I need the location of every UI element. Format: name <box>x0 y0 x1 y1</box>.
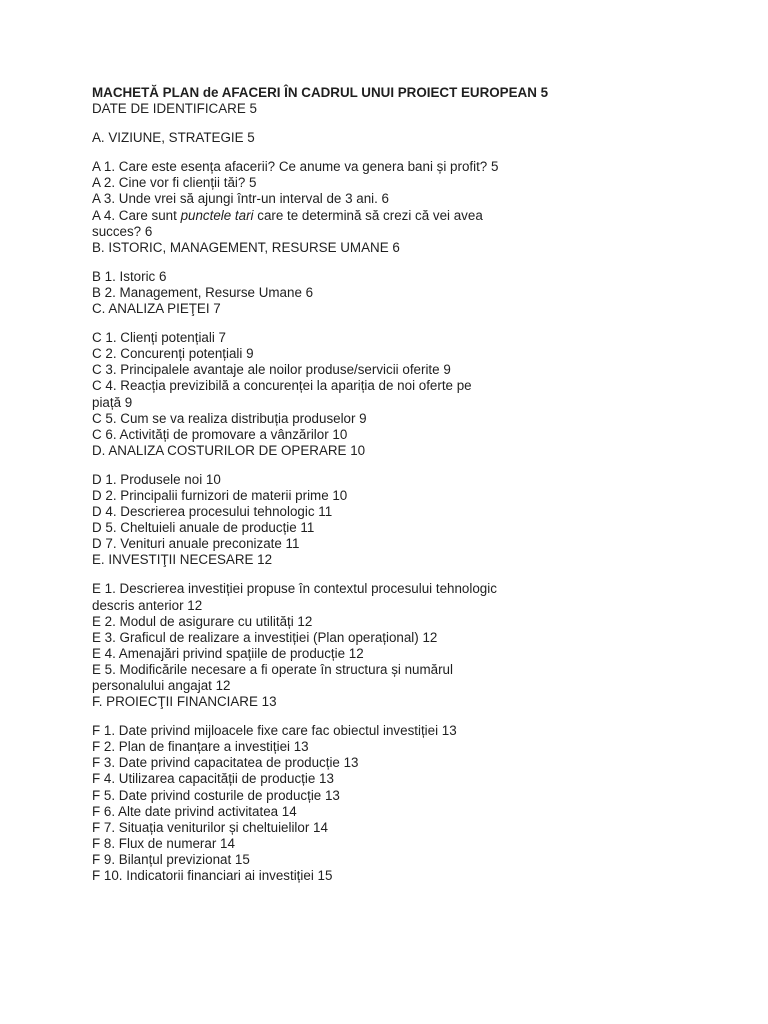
document-page <box>92 85 732 884</box>
toc-item-e1: E 1. Descrierea investiției propuse în contextul procesului tehnologic <box>92 581 497 597</box>
toc-item-a4-post: care te determină să crezi că vei avea <box>253 207 483 223</box>
toc-item-c3: C 3. Principalele avantaje ale noilor produse/servicii oferite 9 <box>92 362 451 378</box>
toc-section-c-heading: C. ANALIZA PIEŢEI 7 <box>92 301 221 317</box>
toc-item-a4 <box>92 208 732 224</box>
toc-item-a4-emphasis: punctele tari <box>180 207 254 223</box>
toc-item-f2: F 2. Plan de finanțare a investiției 13 <box>92 739 309 755</box>
toc-item-f7: F 7. Situația veniturilor și cheltuielilor 14 <box>92 819 328 835</box>
toc-item-e5: E 5. Modificările necesare a fi operate în structura și numărul <box>92 661 453 677</box>
toc-item-e5-continuation: personalului angajat 12 <box>92 678 231 693</box>
toc-item-e4: E 4. Amenajări privind spațiile de producție 12 <box>92 645 364 661</box>
toc-item-f3: F 3. Date privind capacitatea de producție 13 <box>92 755 359 771</box>
toc-item-c6: C 6. Activități de promovare a vânzărilor 10 <box>92 426 348 442</box>
toc-item-b1: B 1. Istoric 6 <box>92 268 167 284</box>
toc-item-b2: B 2. Management, Resurse Umane 6 <box>92 284 314 300</box>
toc-item-c2: C 2. Concurenți potențiali 9 <box>92 346 254 362</box>
toc-section-a-heading: A. VIZIUNE, STRATEGIE 5 <box>92 130 255 146</box>
toc-item-c5: C 5. Cum se va realiza distribuția produselor 9 <box>92 410 367 426</box>
toc-item-f8: F 8. Flux de numerar 14 <box>92 835 235 851</box>
toc-item-f6: F 6. Alte date privind activitatea 14 <box>92 803 297 819</box>
toc-item-a4-pre: A 4. Care sunt <box>92 207 181 223</box>
toc-item-a3: A 3. Unde vrei să ajungi într-un interval de 3 ani. 6 <box>92 191 389 207</box>
toc-item-d1: D 1. Produsele noi 10 <box>92 471 221 487</box>
toc-item-a4-continuation: succes? 6 <box>92 223 153 239</box>
toc-item-f1: F 1. Date privind mijloacele fixe care fac obiectul investiției 13 <box>92 723 457 739</box>
toc-item-c4: C 4. Reacția previzibilă a concurenței la apariția de noi oferte pe <box>92 378 472 394</box>
toc-item-a2: A 2. Cine vor fi clienții tăi? 5 <box>92 175 257 191</box>
toc-item-f4: F 4. Utilizarea capacității de producție 13 <box>92 771 334 787</box>
toc-item-f10: F 10. Indicatorii financiari ai investiției 15 <box>92 868 333 884</box>
toc-section-f-heading: F. PROIECŢII FINANCIARE 13 <box>92 694 277 710</box>
toc-item-d7: D 7. Venituri anuale preconizate 11 <box>92 536 300 552</box>
toc-item-f9: F 9. Bilanțul previzionat 15 <box>92 851 250 867</box>
toc-item-d4: D 4. Descrierea procesului tehnologic 11 <box>92 504 333 520</box>
toc-item-c1: C 1. Clienți potențiali 7 <box>92 330 226 346</box>
toc-item-d2: D 2. Principalii furnizori de materii prime 10 <box>92 487 348 503</box>
toc-item-e2: E 2. Modul de asigurare cu utilități 12 <box>92 613 313 629</box>
toc-item-a1: A 1. Care este esența afacerii? Ce anume va genera bani și profit? 5 <box>92 159 499 175</box>
toc-item-d5: D 5. Cheltuieli anuale de producție 11 <box>92 520 315 536</box>
toc-item-e3: E 3. Graficul de realizare a investiției (Plan operațional) 12 <box>92 629 438 645</box>
toc-item-f5: F 5. Date privind costurile de producție 13 <box>92 787 340 803</box>
document-title: MACHETĂ PLAN de AFACERI ÎN CADRUL UNUI PROIECT EUROPEAN 5 <box>92 85 549 100</box>
toc-section-b-heading: B. ISTORIC, MANAGEMENT, RESURSE UMANE 6 <box>92 239 400 255</box>
toc-item-e1-continuation: descris anterior 12 <box>92 597 203 613</box>
toc-section-d-heading: D. ANALIZA COSTURILOR DE OPERARE 10 <box>92 442 366 458</box>
toc-item-c4-continuation: piață 9 <box>92 394 133 410</box>
toc-date-identificare: DATE DE IDENTIFICARE 5 <box>92 101 257 117</box>
toc-section-e-heading: E. INVESTIŢII NECESARE 12 <box>92 552 273 568</box>
